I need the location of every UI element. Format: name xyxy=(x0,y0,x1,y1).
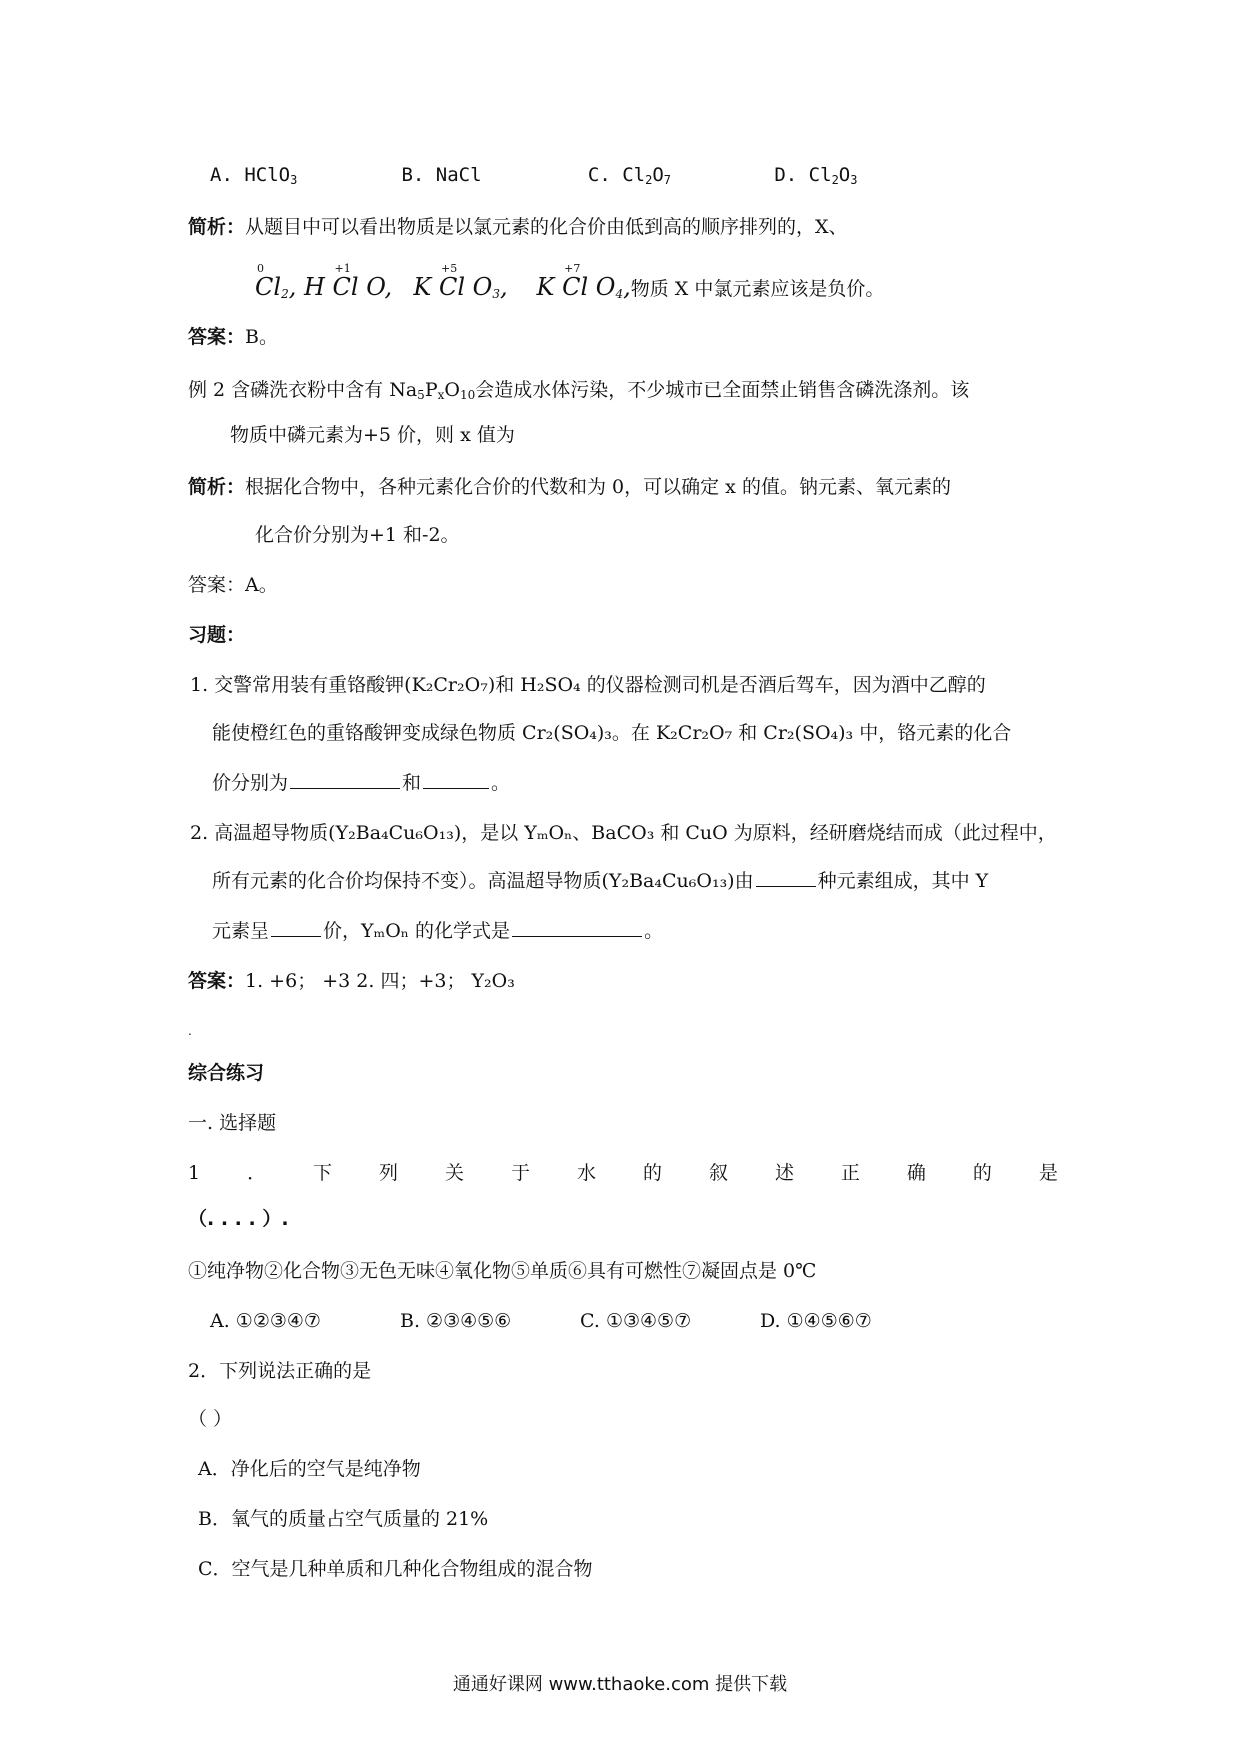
example-2-line-2: 物质中磷元素为+5 价，则 x 值为 xyxy=(230,424,515,446)
option-a: A. HClO$_3$ xyxy=(210,164,298,187)
exercise-q1-line-3: 价分别为 和 。 xyxy=(212,768,510,798)
option-b: B. NaCl xyxy=(401,164,482,186)
option-d: D. ①④⑤⑥⑦ xyxy=(760,1310,872,1332)
blank-4[interactable] xyxy=(271,916,321,937)
page-footer: 通通好课网 www.tthaoke.com 提供下载 xyxy=(452,1674,788,1695)
analysis-2-line-2: 化合价分别为+1 和-2。 xyxy=(255,524,460,546)
analysis-label: 简析： xyxy=(188,216,246,238)
blank-1[interactable] xyxy=(290,768,400,789)
formula-kclo4: K C +7 l $O_4$, xyxy=(536,262,631,301)
practice-q1-paren: （. . . . ）. xyxy=(188,1208,289,1230)
exercise-q1-line-2: 能使橙红色的重铬酸钾变成绿色物质 Cr₂(SO₄)₃。在 K₂Cr₂O₇ 和 Cr₂(SO₄)₃ 中，铬元素的化合 xyxy=(212,722,1012,744)
formula-hclo: H C +1 l O, xyxy=(303,262,408,301)
analysis-label: 简析： xyxy=(188,476,246,498)
formula-kclo3: K C +5 l $O_3$, xyxy=(413,262,531,301)
exercise-q1-line-1: 1. 交警常用装有重铬酸钾(K₂Cr₂O₇)和 H₂SO₄ 的仪器检测司机是否酒后驾车，因为酒中乙醇的 xyxy=(190,674,986,696)
option-b: B. ②③④⑤⑥ xyxy=(400,1310,512,1332)
answer-3: 答案：1. +6； +3 2. 四；+3； Y₂O₃ xyxy=(188,970,515,992)
option-c: C. ①③④⑤⑦ xyxy=(580,1310,692,1332)
formula-cl2: C 0 $l_2$, xyxy=(255,262,304,301)
exercise-q2-line-3: 元素呈 价，YₘOₙ 的化学式是 。 xyxy=(212,916,663,946)
example-2-line-1: 例 2 含磷洗衣粉中含有 $Na_5P_xO_{10}$会造成水体污染，不少城市已全面禁止销售含磷洗涤剂。该 xyxy=(188,379,970,402)
blank-5[interactable] xyxy=(512,916,642,937)
practice-q2-stem: 2．下列说法正确的是 xyxy=(188,1360,372,1382)
analysis-1-formulas xyxy=(255,262,885,309)
option-c: C. $Cl_2O_7$ xyxy=(587,164,672,187)
practice-title: 综合练习 xyxy=(188,1062,265,1084)
answer-label: 答案： xyxy=(188,970,246,992)
option-a: A. ①②③④⑦ xyxy=(210,1310,321,1332)
analysis-1-line-1 xyxy=(188,212,848,242)
exercise-q2-line-2: 所有元素的化合价均保持不变）。高温超导物质(Y₂Ba₄Cu₆O₁₃)由 种元素组成，其中 Y xyxy=(212,866,988,896)
answer-label: 答案： xyxy=(188,326,246,348)
answer-1: 答案：B。 xyxy=(188,326,278,348)
section-choice-questions: 一. 选择题 xyxy=(188,1112,277,1134)
exercise-label: 习题： xyxy=(188,624,246,646)
practice-q2-option-b: B．氧气的质量占空气质量的 21% xyxy=(198,1508,489,1530)
practice-q2-option-a: A．净化后的空气是纯净物 xyxy=(198,1458,421,1480)
practice-q1-options xyxy=(210,1306,872,1336)
practice-q2-option-c: C．空气是几种单质和几种化合物组成的混合物 xyxy=(198,1558,593,1580)
stray-dot: . xyxy=(188,1024,192,1038)
prev-question-options xyxy=(210,160,1110,195)
blank-3[interactable] xyxy=(756,866,816,887)
practice-q1-stem: 1 ． 下 列 关 于 水 的 叙 述 正 确 的 是 xyxy=(188,1162,1058,1184)
practice-q2-paren: （ ） xyxy=(188,1408,233,1430)
answer-2: 答案：A。 xyxy=(188,574,278,596)
option-d: D. $Cl_2O_3$ xyxy=(774,164,858,187)
practice-q1-items: ①纯净物②化合物③无色无味④氧化物⑤单质⑥具有可燃性⑦凝固点是 0℃ xyxy=(188,1260,817,1282)
analysis-text: 从题目中可以看出物质是以氯元素的化合价由低到高的顺序排列的，X、 xyxy=(245,216,848,238)
analysis-2-line-1: 简析：根据化合物中，各种元素化合价的代数和为 0，可以确定 x 的值。钠元素、氧元素的 xyxy=(188,476,951,498)
formula-tail: 物质 X 中氯元素应该是负价。 xyxy=(630,278,885,300)
blank-2[interactable] xyxy=(423,768,489,789)
exercise-q2-line-1: 2. 高温超导物质(Y₂Ba₄Cu₆O₁₃)，是以 YₘOₙ、BaCO₃ 和 CuO 为原料，经研磨烧结而成（此过程中， xyxy=(190,822,1057,844)
